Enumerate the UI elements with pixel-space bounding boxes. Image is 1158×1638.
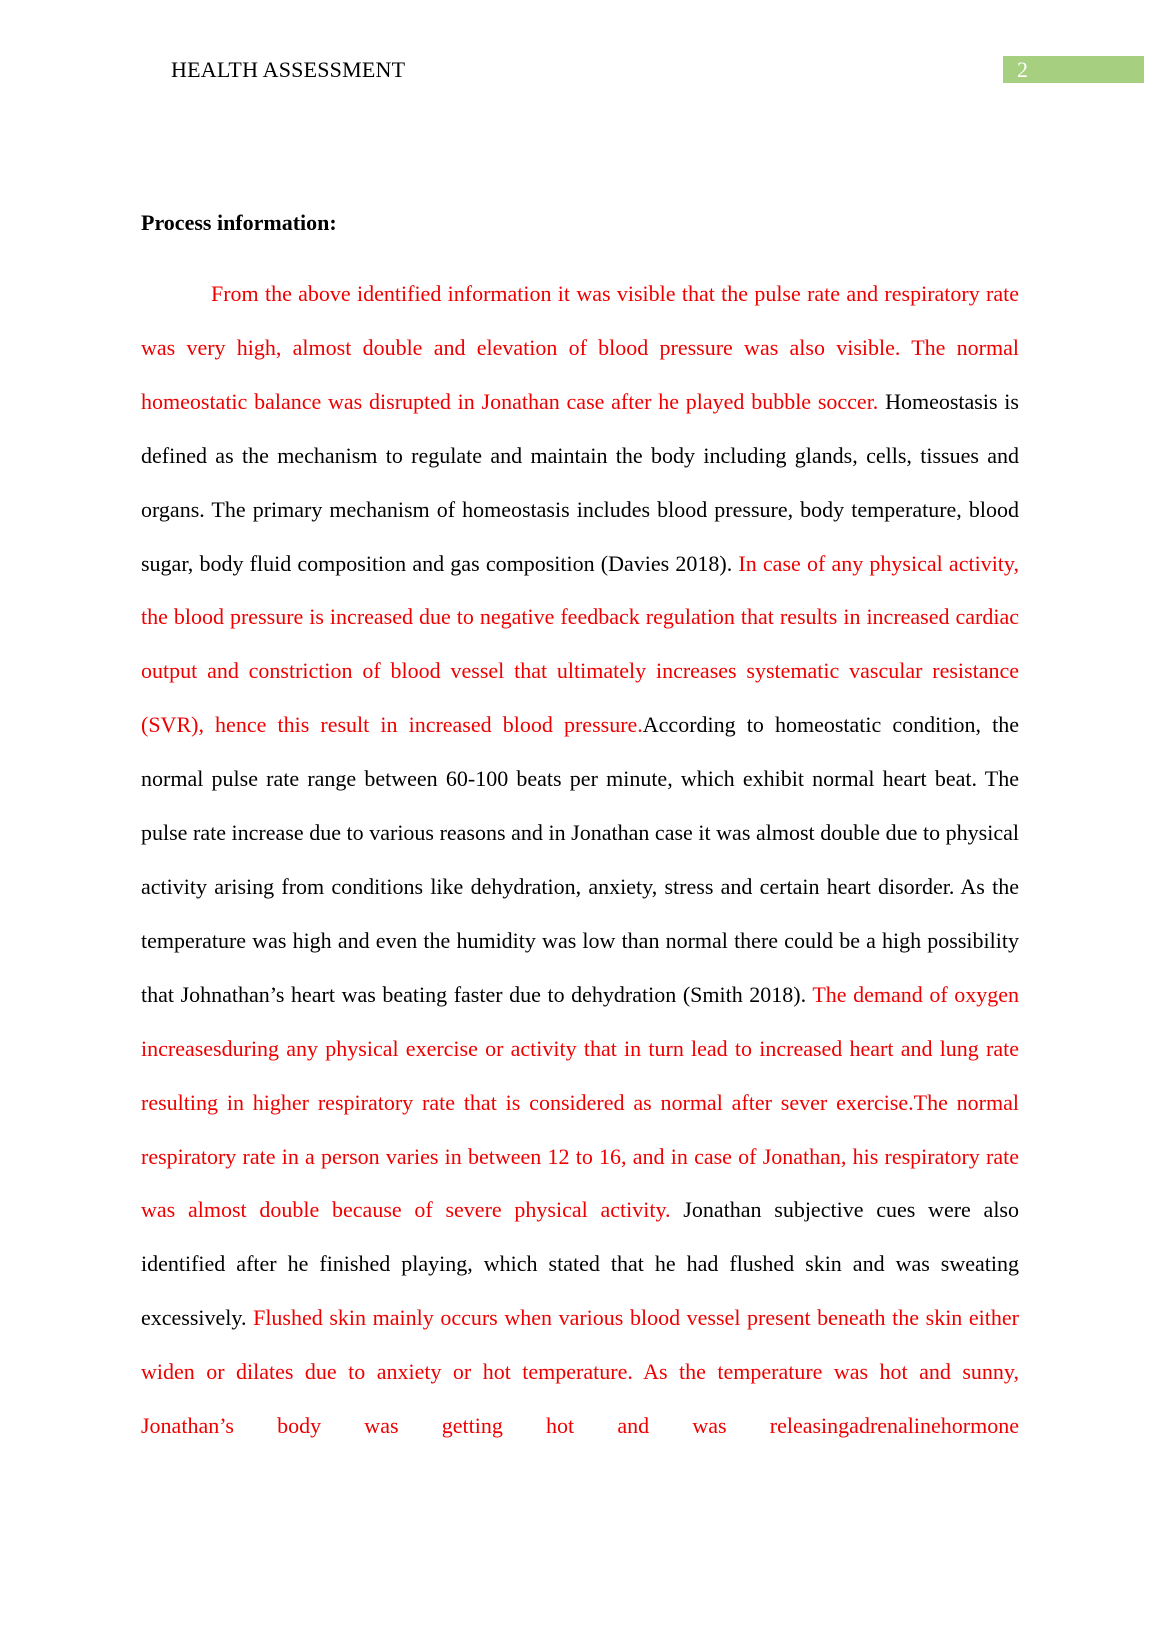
body-paragraph: [141, 267, 1019, 1453]
running-head: HEALTH ASSESSMENT: [171, 57, 406, 82]
page-number: 2: [1017, 57, 1028, 82]
text-segment-black: According to homeostatic condition, the normal pulse rate range between 60-100 beats per minute, which exhibit normal heart beat. The pulse rate increase due to various reasons and in Jonathan case it was almost double due to physical activity arising from conditions like dehydration, anxiety, stress and certain heart disorder. As the temperature was high and even the humidity was low than normal there could be a high possibility that Johnathan’s heart was beating faster due to dehydration (Smith 2018).: [141, 712, 1019, 1007]
text-segment-red: Flushed skin mainly occurs when various blood vessel present beneath the skin either widen or dilates due to anxiety or hot temperature. As the temperature was hot and sunny, Jonathan’s body was getting hot and was releasingadrenalinehormone: [141, 1305, 1019, 1439]
text-segment-red: In case of any physical activity, the blood pressure is increased due to negative feedback regulation that results in increased cardiac output and constriction of blood vessel that ultimately increases systematic vascular resistance (SVR), hence this result in increased blood pressure.: [141, 550, 1019, 738]
text-segment-red: The demand of oxygen increasesduring any physical exercise or activity that in turn lead to increased heart and lung rate resulting in higher respiratory rate that is considered as normal after sever exercise.The normal respiratory rate in a person varies in between 12 to 16, and in case of Jonathan, his respiratory rate was almost double because of severe physical activity.: [141, 981, 1020, 1223]
page-number-box: [1003, 56, 1144, 83]
text-segment-black: Jonathan subjective cues were also identified after he finished playing, which stated that he had flushed skin and was sweating excessively.: [141, 1197, 1019, 1331]
section-heading: Process information:: [141, 210, 337, 235]
text-segment-red: From the above identified information it was visible that the pulse rate and respiratory rate was very high, almost double and elevation of blood pressure was also visible. The normal homeostatic balance was disrupted in Jonathan case after he played bubble soccer.: [141, 281, 1019, 414]
text-segment-black: Homeostasis is defined as the mechanism to regulate and maintain the body including glands, cells, tissues and organs. The primary mechanism of homeostasis includes blood pressure, body temperature, blood sugar, body fluid composition and gas composition (Davies 2018).: [141, 388, 1019, 576]
